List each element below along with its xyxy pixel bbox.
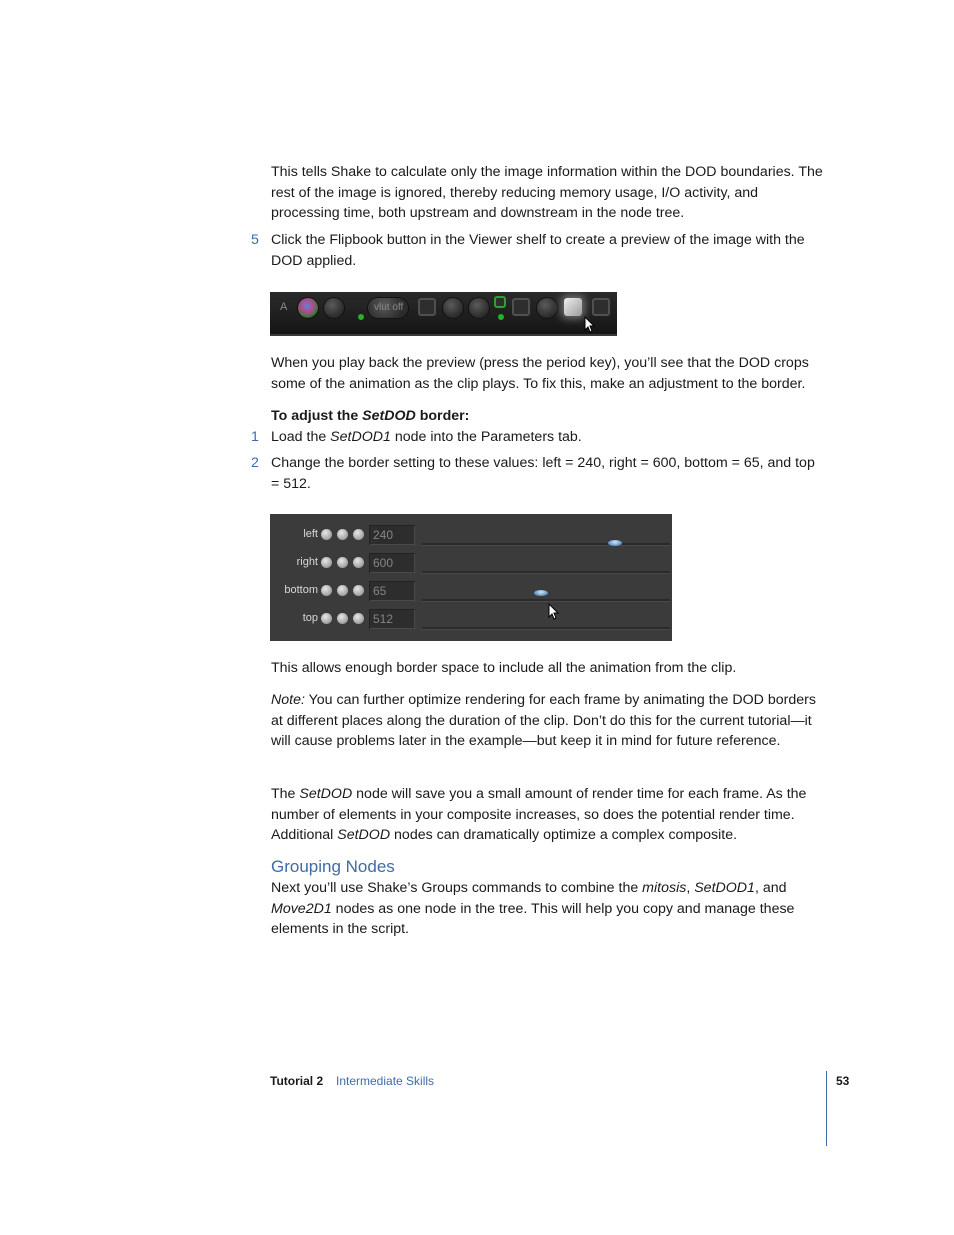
page-number: 53	[836, 1074, 850, 1088]
step-1-post: node into the Parameters tab.	[390, 429, 582, 445]
note-label: Note:	[271, 692, 305, 708]
crop-icon[interactable]	[512, 298, 530, 316]
lock-icon[interactable]	[353, 557, 364, 568]
shelf-a-label: A	[280, 301, 288, 313]
refresh-icon[interactable]	[469, 298, 489, 318]
clock-icon[interactable]	[321, 613, 332, 624]
param-label: right	[296, 556, 318, 568]
node-name: SetDOD	[299, 786, 353, 802]
step-1-node: SetDOD1	[330, 429, 391, 445]
param-label: bottom	[284, 584, 318, 596]
allows-paragraph: This allows enough border space to include all the animation from the clip.	[271, 660, 737, 676]
viewer-shelf	[270, 292, 617, 336]
link-icon[interactable]	[337, 529, 348, 540]
channel-icon[interactable]	[324, 298, 344, 318]
param-row-bottom	[270, 577, 672, 605]
link-icon[interactable]	[337, 557, 348, 568]
param-label: top	[302, 612, 318, 624]
param-value-field[interactable]: 65	[369, 581, 415, 601]
clock-icon[interactable]	[321, 557, 332, 568]
lock-icon[interactable]	[353, 585, 364, 596]
text-run: ,	[686, 880, 695, 896]
text-run: nodes can dramatically optimize a complex composite.	[390, 827, 738, 843]
link-icon[interactable]	[337, 613, 348, 624]
cursor-icon	[584, 316, 596, 334]
param-value-field[interactable]: 240	[369, 525, 415, 545]
param-row-right	[270, 549, 672, 577]
param-row-top	[270, 605, 672, 633]
text-run: , and	[754, 880, 787, 896]
preview-paragraph: When you play back the preview (press the period key), you’ll see that the DOD crops some of the animation as the clip plays. To fix this, make an adjustment to the border.	[271, 355, 809, 392]
param-value-field[interactable]: 512	[369, 609, 415, 629]
footer-section: Intermediate Skills	[336, 1074, 435, 1088]
footer-rule	[826, 1071, 827, 1146]
param-slider-track[interactable]	[422, 543, 670, 545]
param-slider-track[interactable]	[422, 571, 670, 573]
viewer-icon[interactable]	[592, 298, 610, 316]
link-icon[interactable]	[337, 585, 348, 596]
text-run: nodes as one node in the tree. This will help you copy and manage these elements in the script.	[271, 900, 795, 937]
color-picker-icon[interactable]	[298, 298, 318, 318]
flipbook-button[interactable]	[564, 298, 582, 316]
section-heading: Grouping Nodes	[271, 857, 395, 876]
node-name: SetDOD1	[694, 880, 755, 896]
vlut-label: vlut off	[374, 302, 404, 313]
note-text: You can further optimize rendering for each frame by animating the DOD borders at different places along the duration of the clip. Don’t do this for the current tutorial—it will cause problems later in the example—but keep it in mind for future reference.	[271, 692, 816, 749]
task-heading-text: To adjust the	[271, 408, 363, 424]
home-icon[interactable]	[537, 298, 557, 318]
task-heading-text: border:	[415, 408, 470, 424]
step-5-text: Click the Flipbook button in the Viewer shelf to create a preview of the image with the DOD applied.	[271, 232, 805, 269]
status-led-icon	[498, 314, 504, 320]
lock-icon[interactable]	[353, 529, 364, 540]
note-paragraph	[271, 690, 823, 752]
setdod-paragraph	[271, 784, 823, 846]
task-heading-node: SetDOD	[362, 408, 416, 424]
footer-chapter: Tutorial 2	[270, 1074, 324, 1088]
node-name: mitosis	[642, 880, 687, 896]
param-value-field[interactable]: 600	[369, 553, 415, 573]
step-1-text	[271, 427, 823, 448]
dod-toggle-icon[interactable]	[494, 296, 506, 308]
step-1-pre: Load the	[271, 429, 331, 445]
step-number: 1	[251, 429, 259, 445]
frame-icon[interactable]	[418, 298, 436, 316]
step-number: 2	[251, 455, 259, 471]
text-run: node will save you a small amount of render time for each frame. As the number of elements in your composite increases, so does the potential render time. Additional	[271, 786, 807, 843]
node-name: SetDOD	[337, 827, 391, 843]
grouping-paragraph	[271, 878, 823, 940]
intro-paragraph: This tells Shake to calculate only the image information within the DOD boundaries. The rest of the image is ignored, thereby reducing memory usage, I/O activity, and processing time, both upstream and downstream in the node tree.	[271, 164, 823, 221]
task-heading	[271, 406, 823, 427]
clock-icon[interactable]	[321, 529, 332, 540]
parameters-panel	[270, 514, 672, 641]
clock-icon[interactable]	[321, 585, 332, 596]
step-2-text: Change the border setting to these values: left = 240, right = 600, bottom = 65, and top = 512.	[271, 455, 815, 492]
text-run: The	[271, 786, 300, 802]
compare-icon[interactable]	[443, 298, 463, 318]
node-name: Move2D1	[271, 900, 332, 917]
text-run: Next you’ll use Shake’s Groups commands to combine the	[271, 880, 643, 896]
param-slider-track[interactable]	[422, 627, 670, 629]
status-led-icon	[358, 314, 364, 320]
param-slider-thumb[interactable]	[534, 590, 548, 596]
param-label: left	[303, 528, 318, 540]
param-slider-thumb[interactable]	[608, 540, 622, 546]
param-slider-track[interactable]	[422, 599, 670, 601]
step-number: 5	[251, 232, 259, 248]
lock-icon[interactable]	[353, 613, 364, 624]
param-row-left	[270, 521, 672, 549]
